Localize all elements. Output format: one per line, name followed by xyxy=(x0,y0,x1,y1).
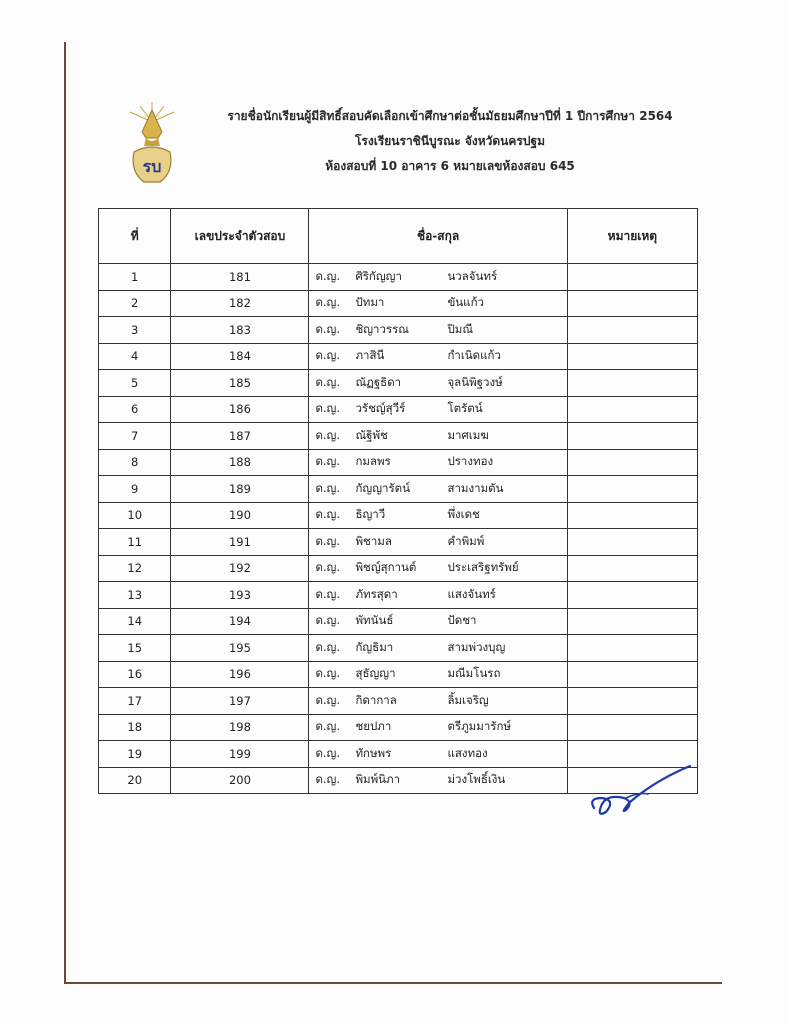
last-name: มาศเมฆ xyxy=(447,427,489,442)
table-row xyxy=(99,688,698,715)
table-row xyxy=(99,264,698,291)
table-row xyxy=(99,370,698,397)
row-remark xyxy=(567,688,697,715)
row-full-name xyxy=(309,661,567,688)
row-number: 5 xyxy=(99,370,171,397)
row-remark xyxy=(567,449,697,476)
table-row xyxy=(99,343,698,370)
row-number: 20 xyxy=(99,767,171,794)
table-row xyxy=(99,635,698,662)
row-number: 11 xyxy=(99,529,171,556)
row-full-name xyxy=(309,767,567,794)
row-number: 7 xyxy=(99,423,171,450)
last-name: ปิมณี xyxy=(447,321,473,336)
name-prefix: ด.ญ. xyxy=(315,480,341,495)
name-prefix: ด.ญ. xyxy=(315,560,341,575)
paper-edge-left xyxy=(64,42,66,984)
name-group xyxy=(309,427,566,445)
table-row xyxy=(99,423,698,450)
last-name: สามงามตัน xyxy=(447,480,504,495)
first-name: ธิญาวี xyxy=(355,507,386,522)
row-full-name xyxy=(309,688,567,715)
row-number: 16 xyxy=(99,661,171,688)
row-exam-id: 188 xyxy=(171,449,309,476)
row-number: 19 xyxy=(99,741,171,768)
last-name: พึ่งเดช xyxy=(447,507,480,522)
table-row xyxy=(99,317,698,344)
row-number: 9 xyxy=(99,476,171,503)
first-name: พิมพ์นิภา xyxy=(355,772,401,787)
row-full-name xyxy=(309,317,567,344)
row-remark xyxy=(567,290,697,317)
first-name: พิชญ์สุกานต์ xyxy=(355,560,417,575)
name-group xyxy=(309,639,566,657)
table-row xyxy=(99,502,698,529)
row-exam-id: 198 xyxy=(171,714,309,741)
col-header-no: ที่ xyxy=(99,209,171,264)
row-remark xyxy=(567,370,697,397)
table-row xyxy=(99,476,698,503)
name-prefix: ด.ญ. xyxy=(315,666,341,681)
row-exam-id: 193 xyxy=(171,582,309,609)
name-prefix: ด.ญ. xyxy=(315,427,341,442)
row-number: 18 xyxy=(99,714,171,741)
table-row xyxy=(99,529,698,556)
table-row xyxy=(99,608,698,635)
last-name: กำเนิดแก้ว xyxy=(447,348,501,363)
first-name: ภาสินี xyxy=(355,348,385,363)
col-header-exam-id: เลขประจำตัวสอบ xyxy=(171,209,309,264)
name-group xyxy=(309,665,566,683)
row-full-name xyxy=(309,343,567,370)
first-name: สุธัญญา xyxy=(355,666,396,681)
table-row xyxy=(99,290,698,317)
name-prefix: ด.ญ. xyxy=(315,719,341,734)
row-number: 4 xyxy=(99,343,171,370)
name-prefix: ด.ญ. xyxy=(315,295,341,310)
row-remark xyxy=(567,317,697,344)
name-group xyxy=(309,321,566,339)
row-exam-id: 181 xyxy=(171,264,309,291)
row-remark xyxy=(567,661,697,688)
row-full-name xyxy=(309,396,567,423)
row-remark xyxy=(567,529,697,556)
first-name: พัทนันธ์ xyxy=(355,613,394,628)
name-prefix: ด.ญ. xyxy=(315,374,341,389)
table-header-row xyxy=(99,209,698,264)
row-number: 10 xyxy=(99,502,171,529)
table-row xyxy=(99,582,698,609)
row-exam-id: 196 xyxy=(171,661,309,688)
paper-edge-bottom xyxy=(64,982,722,984)
row-remark xyxy=(567,502,697,529)
name-prefix: ด.ญ. xyxy=(315,268,341,283)
last-name: แสงจันทร์ xyxy=(447,586,496,601)
first-name: กัญธิมา xyxy=(355,639,394,654)
row-exam-id: 189 xyxy=(171,476,309,503)
row-exam-id: 182 xyxy=(171,290,309,317)
row-remark xyxy=(567,714,697,741)
last-name: สามพ่วงบุญ xyxy=(447,639,506,654)
row-number: 13 xyxy=(99,582,171,609)
first-name: ภัทรสุดา xyxy=(355,586,398,601)
row-full-name xyxy=(309,608,567,635)
last-name: ประเสริฐทรัพย์ xyxy=(447,560,519,575)
header-exam-room: ห้องสอบที่ 10 อาคาร 6 หมายเลขห้องสอบ 645 xyxy=(325,159,575,173)
row-full-name xyxy=(309,423,567,450)
name-group xyxy=(309,480,566,498)
table-row xyxy=(99,714,698,741)
name-prefix: ด.ญ. xyxy=(315,454,341,469)
row-number: 15 xyxy=(99,635,171,662)
table-row xyxy=(99,555,698,582)
row-exam-id: 192 xyxy=(171,555,309,582)
first-name: วรัชญ์สุวีร์ xyxy=(355,401,406,416)
row-full-name xyxy=(309,741,567,768)
table-body xyxy=(99,264,698,794)
first-name: ปัทมา xyxy=(355,295,385,310)
name-group xyxy=(309,506,566,524)
row-remark xyxy=(567,582,697,609)
table-row xyxy=(99,396,698,423)
row-number: 1 xyxy=(99,264,171,291)
name-prefix: ด.ญ. xyxy=(315,321,341,336)
row-remark xyxy=(567,343,697,370)
last-name: มณีมโนรถ xyxy=(447,666,501,681)
document-header xyxy=(200,104,700,179)
row-full-name xyxy=(309,476,567,503)
name-prefix: ด.ญ. xyxy=(315,639,341,654)
first-name: ชิญาวรรณ xyxy=(355,321,409,336)
row-number: 6 xyxy=(99,396,171,423)
row-full-name xyxy=(309,714,567,741)
col-header-remark: หมายเหตุ xyxy=(567,209,697,264)
name-prefix: ด.ญ. xyxy=(315,533,341,548)
row-full-name xyxy=(309,264,567,291)
row-exam-id: 187 xyxy=(171,423,309,450)
row-remark xyxy=(567,396,697,423)
row-full-name xyxy=(309,449,567,476)
first-name: กัญญารัตน์ xyxy=(355,480,410,495)
row-full-name xyxy=(309,502,567,529)
name-prefix: ด.ญ. xyxy=(315,692,341,707)
name-group xyxy=(309,745,566,763)
last-name: นวลจันทร์ xyxy=(447,268,498,283)
last-name: ปัดชา xyxy=(447,613,477,628)
last-name: ปรางทอง xyxy=(447,454,494,469)
name-prefix: ด.ญ. xyxy=(315,401,341,416)
row-remark xyxy=(567,555,697,582)
handwritten-signature xyxy=(586,758,696,820)
name-prefix: ด.ญ. xyxy=(315,348,341,363)
header-title: รายชื่อนักเรียนผู้มีสิทธิ์สอบคัดเลือกเข้าศึกษาต่อชั้นมัธยมศึกษาปีที่ 1 ปีการศึกษา 2564 xyxy=(227,109,673,123)
row-remark xyxy=(567,608,697,635)
row-remark xyxy=(567,476,697,503)
name-group xyxy=(309,771,566,789)
row-full-name xyxy=(309,529,567,556)
first-name: ชยปภา xyxy=(355,719,392,734)
row-number: 2 xyxy=(99,290,171,317)
last-name: แสงทอง xyxy=(447,745,488,760)
row-full-name xyxy=(309,555,567,582)
header-school: โรงเรียนราชินีบูรณะ จังหวัดนครปฐม xyxy=(354,134,546,148)
name-group xyxy=(309,347,566,365)
name-prefix: ด.ญ. xyxy=(315,586,341,601)
row-exam-id: 197 xyxy=(171,688,309,715)
table-row xyxy=(99,449,698,476)
row-remark xyxy=(567,264,697,291)
first-name: กมลพร xyxy=(355,454,391,469)
name-prefix: ด.ญ. xyxy=(315,745,341,760)
name-prefix: ด.ญ. xyxy=(315,613,341,628)
name-prefix: ด.ญ. xyxy=(315,507,341,522)
name-prefix: ด.ญ. xyxy=(315,772,341,787)
name-group xyxy=(309,612,566,630)
row-number: 8 xyxy=(99,449,171,476)
name-group xyxy=(309,533,566,551)
row-exam-id: 200 xyxy=(171,767,309,794)
first-name: ทักษพร xyxy=(355,745,392,760)
last-name: ตรีภูมมารักษ์ xyxy=(447,719,512,734)
row-full-name xyxy=(309,582,567,609)
first-name: ศิริกัญญา xyxy=(355,268,402,283)
row-remark xyxy=(567,635,697,662)
row-exam-id: 194 xyxy=(171,608,309,635)
name-group xyxy=(309,718,566,736)
row-full-name xyxy=(309,635,567,662)
first-name: กิดากาล xyxy=(355,692,397,707)
first-name: ณัฐิพัช xyxy=(355,427,388,442)
row-exam-id: 199 xyxy=(171,741,309,768)
row-number: 17 xyxy=(99,688,171,715)
row-exam-id: 183 xyxy=(171,317,309,344)
row-full-name xyxy=(309,370,567,397)
last-name: คำพิมพ์ xyxy=(447,533,485,548)
first-name: ณัฏฐธิดา xyxy=(355,374,402,389)
row-exam-id: 190 xyxy=(171,502,309,529)
row-number: 12 xyxy=(99,555,171,582)
name-group xyxy=(309,294,566,312)
name-group xyxy=(309,268,566,286)
last-name: จุลนิพิฐวงษ์ xyxy=(447,374,503,389)
row-number: 3 xyxy=(99,317,171,344)
name-group xyxy=(309,374,566,392)
first-name: พิชามล xyxy=(355,533,392,548)
last-name: โตรัตน์ xyxy=(447,401,483,416)
school-crest-icon xyxy=(120,102,184,186)
row-exam-id: 195 xyxy=(171,635,309,662)
row-exam-id: 191 xyxy=(171,529,309,556)
last-name: ม่วงโพธิ์เงิน xyxy=(447,772,506,787)
crest-text: รบ xyxy=(142,157,162,176)
row-remark xyxy=(567,423,697,450)
name-group xyxy=(309,692,566,710)
exam-roster-table xyxy=(98,208,698,794)
name-group xyxy=(309,586,566,604)
last-name: ลิ้มเจริญ xyxy=(447,692,489,707)
name-group xyxy=(309,453,566,471)
row-exam-id: 185 xyxy=(171,370,309,397)
row-exam-id: 186 xyxy=(171,396,309,423)
last-name: ขันแก้ว xyxy=(447,295,484,310)
table-row xyxy=(99,661,698,688)
name-group xyxy=(309,559,566,577)
col-header-name: ชื่อ-สกุล xyxy=(309,209,567,264)
row-exam-id: 184 xyxy=(171,343,309,370)
row-full-name xyxy=(309,290,567,317)
name-group xyxy=(309,400,566,418)
row-number: 14 xyxy=(99,608,171,635)
